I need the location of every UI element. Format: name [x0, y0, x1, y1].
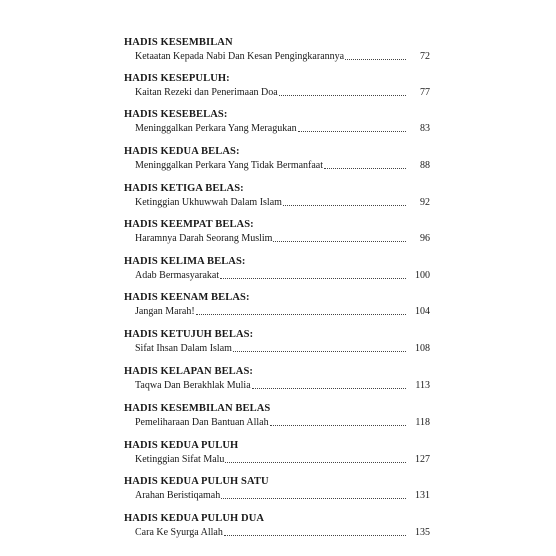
- dot-leader: [221, 497, 406, 499]
- dot-leader: [225, 461, 406, 463]
- toc-entry[interactable]: [124, 37, 430, 69]
- entry-line: [135, 122, 430, 135]
- entry-heading: HADIS KEDUA PULUH SATU: [124, 476, 269, 487]
- entry-title: Meninggalkan Perkara Yang Tidak Bermanfaat: [135, 160, 324, 171]
- page-number: 104: [415, 306, 430, 317]
- entry-heading: HADIS KESEPULUH:: [124, 73, 230, 84]
- entry-line: [135, 453, 430, 466]
- entry-heading: HADIS KELAPAN BELAS:: [124, 366, 253, 377]
- toc-entry[interactable]: [124, 73, 430, 105]
- dot-leader: [220, 277, 406, 279]
- entry-title: Taqwa Dan Berakhlak Mulia: [135, 380, 251, 391]
- entry-heading: HADIS KETUJUH BELAS:: [124, 329, 254, 340]
- dot-leader: [233, 350, 406, 352]
- dot-leader: [224, 534, 406, 536]
- page-number: 88: [420, 160, 430, 171]
- entry-line: [135, 232, 430, 245]
- entry-line: [135, 416, 430, 429]
- toc-entry[interactable]: [124, 109, 430, 141]
- page-number: 77: [420, 87, 430, 98]
- entry-heading: HADIS KEEMPAT BELAS:: [124, 219, 254, 230]
- dot-leader: [324, 167, 406, 169]
- entry-title: Cara Ke Syurga Allah: [135, 527, 223, 538]
- entry-line: [135, 196, 430, 209]
- entry-line: [135, 342, 430, 355]
- entry-line: [135, 159, 430, 172]
- page-number: 118: [415, 417, 430, 428]
- toc-entry[interactable]: [124, 366, 430, 398]
- dot-leader: [252, 387, 406, 389]
- page-number: 72: [420, 51, 430, 62]
- entry-title: Meninggalkan Perkara Yang Meragukan: [135, 123, 297, 134]
- dot-leader: [273, 240, 406, 242]
- toc-entry[interactable]: [124, 292, 430, 324]
- entry-title: Adab Bermasyarakat: [135, 270, 220, 281]
- page-number: 100: [415, 270, 430, 281]
- entry-title: Ketaatan Kepada Nabi Dan Kesan Pengingkarannya: [135, 51, 345, 62]
- entry-heading: HADIS KETIGA BELAS:: [124, 183, 244, 194]
- entry-heading: HADIS KEDUA PULUH DUA: [124, 513, 265, 524]
- page-number: 108: [415, 343, 430, 354]
- toc-entry[interactable]: [124, 256, 430, 288]
- dot-leader: [283, 204, 406, 206]
- entry-line: [135, 50, 430, 63]
- entry-heading: HADIS KESEMBILAN: [124, 37, 233, 48]
- entry-heading: HADIS KEENAM BELAS:: [124, 292, 250, 303]
- toc-entry[interactable]: [124, 403, 430, 435]
- entry-heading: HADIS KELIMA BELAS:: [124, 256, 246, 267]
- page-number: 131: [415, 490, 430, 501]
- toc-entry[interactable]: [124, 476, 430, 508]
- toc-entry[interactable]: [124, 513, 430, 545]
- dot-leader: [298, 130, 406, 132]
- entry-line: [135, 305, 430, 318]
- dot-leader: [345, 58, 406, 60]
- entry-title: Arahan Beristiqamah: [135, 490, 221, 501]
- entry-heading: HADIS KESEMBILAN BELAS: [124, 403, 271, 414]
- entry-heading: HADIS KESEBELAS:: [124, 109, 228, 120]
- entry-line: [135, 379, 430, 392]
- dot-leader: [270, 424, 406, 426]
- toc-entry[interactable]: [124, 183, 430, 215]
- toc-entry[interactable]: [124, 329, 430, 361]
- entry-title: Ketinggian Sifat Malu: [135, 454, 225, 465]
- entry-line: [135, 526, 430, 539]
- entry-title: Haramnya Darah Seorang Muslim: [135, 233, 273, 244]
- toc-entry[interactable]: [124, 219, 430, 251]
- entry-heading: HADIS KEDUA BELAS:: [124, 146, 240, 157]
- page-number: 96: [420, 233, 430, 244]
- dot-leader: [279, 94, 406, 96]
- entry-title: Pemeliharaan Dan Bantuan Allah: [135, 417, 269, 428]
- toc-entry[interactable]: [124, 146, 430, 178]
- page-number: 83: [420, 123, 430, 134]
- entry-line: [135, 269, 430, 282]
- page-number: 135: [415, 527, 430, 538]
- entry-line: [135, 86, 430, 99]
- entry-heading: HADIS KEDUA PULUH: [124, 440, 239, 451]
- entry-title: Sifat Ihsan Dalam Islam: [135, 343, 232, 354]
- dot-leader: [196, 313, 406, 315]
- page-number: 127: [415, 454, 430, 465]
- page-number: 113: [415, 380, 430, 391]
- entry-line: [135, 489, 430, 502]
- toc-entry[interactable]: [124, 440, 430, 472]
- entry-title: Jangan Marah!: [135, 306, 195, 317]
- page-number: 92: [420, 197, 430, 208]
- entry-title: Ketinggian Ukhuwwah Dalam Islam: [135, 197, 282, 208]
- entry-title: Kaitan Rezeki dan Penerimaan Doa: [135, 87, 278, 98]
